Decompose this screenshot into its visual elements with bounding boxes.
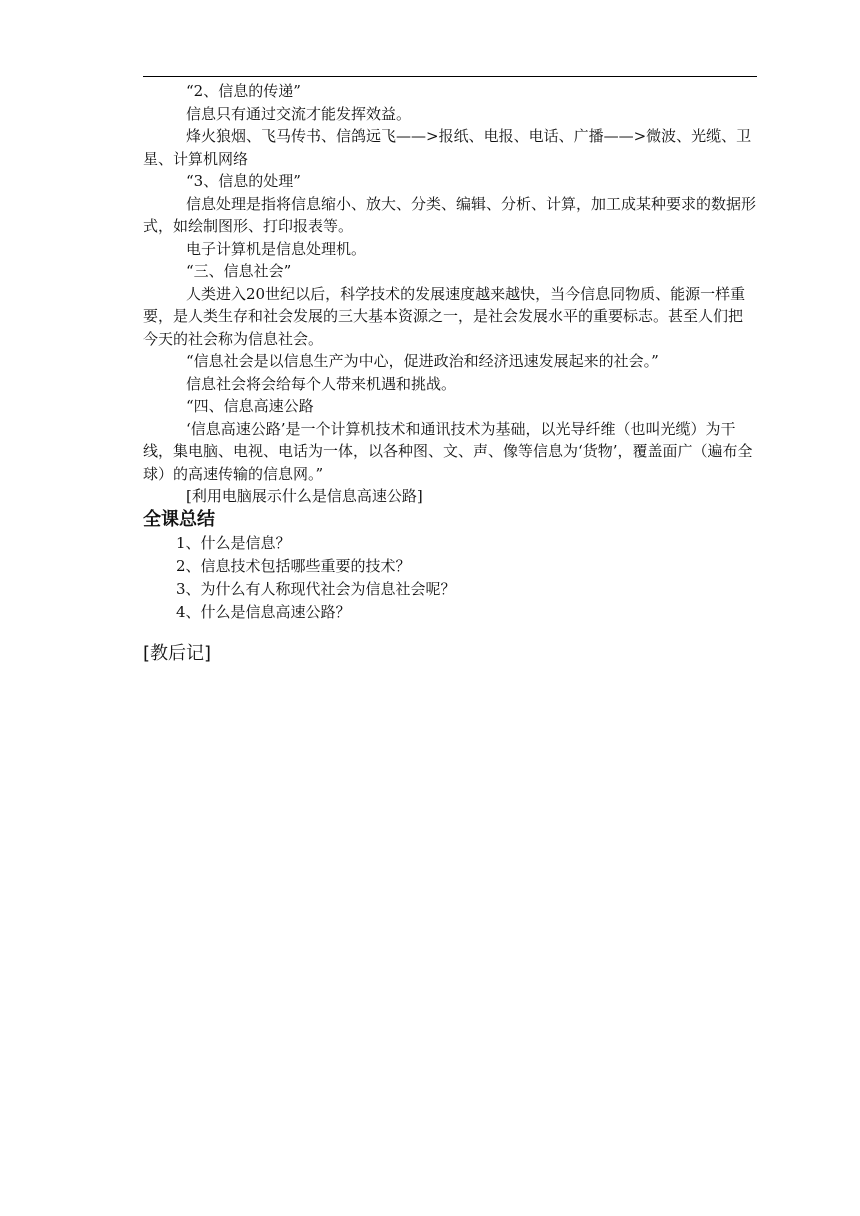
- paragraph: 烽火狼烟、飞马传书、信鸽远飞——>报纸、电报、电话、广播——>微波、光缆、卫星、计算机网络: [143, 127, 752, 168]
- paragraph: 信息只有通过交流才能发挥效益。: [186, 104, 412, 123]
- quote-paragraph: “信息社会是以信息生产为中心，促进政治和经济迅速发展起来的社会。”: [186, 352, 659, 370]
- subsection-title-transmission: “2、信息的传递”: [186, 82, 301, 100]
- summary-question: 3、为什么有人称现代社会为信息社会呢？: [176, 579, 456, 598]
- afterword-label: [教后记]: [143, 642, 212, 664]
- summary-heading: 全课总结: [143, 508, 215, 530]
- paragraph: 人类进入20世纪以后，科学技术的发展速度越来越快，当今信息同物质、能源一样重要，是人类生存和社会发展的三大基本资源之一，是社会发展水平的重要标志。甚至人们把今天的社会称为信息社会。: [143, 284, 746, 348]
- paragraph: ‘信息高速公路’是一个计算机技术和通讯技术为基础，以光导纤维（也叫光缆）为干线，集电脑、电视、电话为一体，以各种图、文、声、像等信息为‘货物’，覆盖面广（遍布全球）的高速传输的信息网。”: [143, 419, 753, 483]
- paragraph: 电子计算机是信息处理机。: [186, 239, 367, 258]
- summary-question: 2、信息技术包括哪些重要的技术？: [176, 556, 411, 575]
- section-title-information-society: “三、信息社会”: [186, 262, 292, 280]
- subsection-title-processing: “3、信息的处理”: [186, 172, 301, 190]
- page-content: [143, 80, 757, 666]
- summary-question: 4、什么是信息高速公路？: [176, 602, 351, 621]
- summary-question-list: [143, 532, 757, 624]
- paragraph: 信息处理是指将信息缩小、放大、分类、编辑、分析、计算，加工成某种要求的数据形式，如绘制图形、打印报表等。: [143, 194, 757, 235]
- summary-question: 1、什么是信息？: [176, 533, 291, 552]
- paragraph: 信息社会将会给每个人带来机遇和挑战。: [186, 374, 457, 393]
- header-rule: [143, 76, 757, 77]
- section-title-information-highway: “四、信息高速公路: [186, 397, 314, 415]
- paragraph: [利用电脑展示什么是信息高速公路]: [186, 487, 423, 505]
